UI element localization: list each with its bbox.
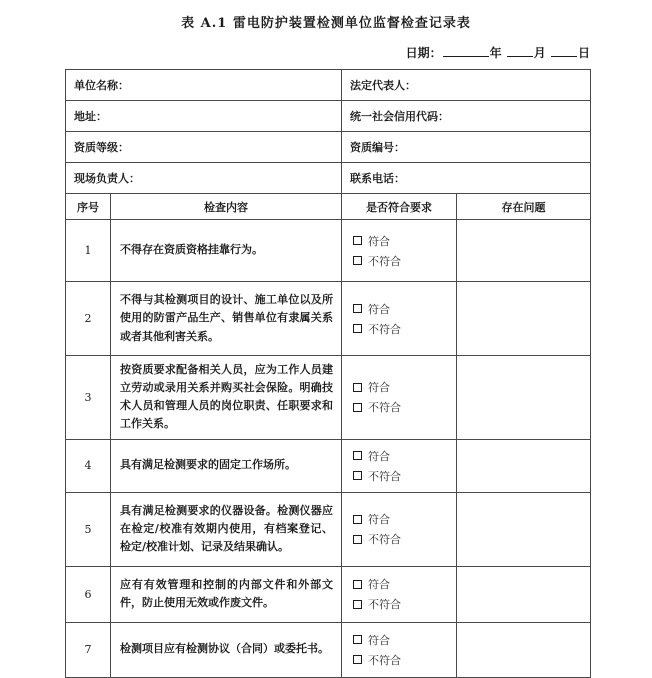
problems-cell bbox=[457, 220, 591, 282]
checkbox-option-nonconform[interactable] bbox=[353, 321, 456, 337]
row-content: 按资质要求配备相关人员，应为工作人员建立劳动或录用关系并购买社会保险。明确技术人员和管理人员的岗位职责、任职要求和工作关系。 bbox=[111, 356, 342, 440]
date-year-blank bbox=[443, 44, 489, 57]
field-legal-representative-label: 法定代表人： bbox=[342, 70, 591, 101]
row-number: 5 bbox=[66, 492, 111, 566]
compliance-cell bbox=[342, 622, 457, 677]
col-header-problems: 存在问题 bbox=[457, 194, 591, 220]
checkbox-label: 不符合 bbox=[368, 653, 401, 667]
row-number: 3 bbox=[66, 356, 111, 440]
checkbox-label: 符合 bbox=[368, 234, 390, 248]
checkbox-label: 符合 bbox=[368, 633, 390, 647]
checkbox-icon[interactable] bbox=[353, 324, 362, 333]
row-content: 不得与其检测项目的设计、施工单位以及所使用的防雷产品生产、销售单位有隶属关系或者其他利害关系。 bbox=[111, 282, 342, 356]
checkbox-icon[interactable] bbox=[353, 451, 362, 460]
info-row bbox=[66, 70, 591, 101]
checkbox-option-conform[interactable] bbox=[353, 301, 456, 317]
table-row bbox=[66, 220, 591, 282]
field-unit-name-label: 单位名称： bbox=[66, 70, 342, 101]
inspection-record-table bbox=[65, 69, 591, 678]
field-qualification-number-label: 资质编号： bbox=[342, 132, 591, 163]
row-number: 6 bbox=[66, 566, 111, 622]
checkbox-option-nonconform[interactable] bbox=[353, 531, 456, 547]
table-row bbox=[66, 282, 591, 356]
info-row bbox=[66, 132, 591, 163]
checkbox-icon[interactable] bbox=[353, 403, 362, 412]
checkbox-option-nonconform[interactable] bbox=[353, 468, 456, 484]
checkbox-label: 不符合 bbox=[368, 254, 401, 268]
info-row bbox=[66, 101, 591, 132]
field-credit-code-label: 统一社会信用代码： bbox=[342, 101, 591, 132]
date-label: 日期： bbox=[405, 46, 442, 60]
row-content: 应有有效管理和控制的内部文件和外部文件，防止使用无效或作废文件。 bbox=[111, 566, 342, 622]
date-day-blank bbox=[551, 44, 577, 57]
problems-cell bbox=[457, 566, 591, 622]
checkbox-icon[interactable] bbox=[353, 304, 362, 313]
table-row bbox=[66, 622, 591, 677]
checkbox-icon[interactable] bbox=[353, 535, 362, 544]
checkbox-label: 不符合 bbox=[368, 322, 401, 336]
problems-cell bbox=[457, 282, 591, 356]
checkbox-option-conform[interactable] bbox=[353, 448, 456, 464]
checkbox-option-nonconform[interactable] bbox=[353, 652, 456, 668]
checkbox-option-conform[interactable] bbox=[353, 632, 456, 648]
checkbox-label: 符合 bbox=[368, 302, 390, 316]
problems-cell bbox=[457, 492, 591, 566]
field-address-label: 地址： bbox=[66, 101, 342, 132]
info-row bbox=[66, 163, 591, 194]
page-title: 表 A.1 雷电防护装置检测单位监督检查记录表 bbox=[181, 16, 471, 31]
field-site-manager-label: 现场负责人： bbox=[66, 163, 342, 194]
checkbox-icon[interactable] bbox=[353, 600, 362, 609]
checkbox-option-conform[interactable] bbox=[353, 511, 456, 527]
checkbox-icon[interactable] bbox=[353, 383, 362, 392]
col-header-compliance: 是否符合要求 bbox=[342, 194, 457, 220]
field-contact-phone-label: 联系电话： bbox=[342, 163, 591, 194]
checkbox-icon[interactable] bbox=[353, 236, 362, 245]
date-day-suffix: 日 bbox=[577, 46, 590, 60]
col-header-content: 检查内容 bbox=[111, 194, 342, 220]
table-header-row bbox=[66, 194, 591, 220]
checkbox-option-conform[interactable] bbox=[353, 233, 456, 249]
checkbox-icon[interactable] bbox=[353, 655, 362, 664]
checkbox-option-nonconform[interactable] bbox=[353, 596, 456, 612]
row-content: 具有满足检测要求的仪器设备。检测仪器应在检定/校准有效期内使用，有档案登记、检定/校准计划、记录及结果确认。 bbox=[111, 492, 342, 566]
table-row bbox=[66, 439, 591, 492]
problems-cell bbox=[457, 439, 591, 492]
checkbox-option-nonconform[interactable] bbox=[353, 253, 456, 269]
row-content: 具有满足检测要求的固定工作场所。 bbox=[111, 439, 342, 492]
checkbox-label: 不符合 bbox=[368, 598, 401, 612]
checkbox-label: 符合 bbox=[368, 578, 390, 592]
compliance-cell bbox=[342, 439, 457, 492]
checkbox-label: 符合 bbox=[368, 513, 390, 527]
checkbox-option-conform[interactable] bbox=[353, 576, 456, 592]
problems-cell bbox=[457, 622, 591, 677]
table-row bbox=[66, 356, 591, 440]
checkbox-label: 符合 bbox=[368, 381, 390, 395]
checkbox-label: 不符合 bbox=[368, 469, 401, 483]
compliance-cell bbox=[342, 220, 457, 282]
checkbox-label: 不符合 bbox=[368, 533, 401, 547]
col-header-number: 序号 bbox=[66, 194, 111, 220]
checkbox-icon[interactable] bbox=[353, 635, 362, 644]
checkbox-icon[interactable] bbox=[353, 471, 362, 480]
date-month-blank bbox=[507, 44, 533, 57]
checkbox-option-nonconform[interactable] bbox=[353, 399, 456, 415]
date-line bbox=[65, 44, 590, 61]
table-row bbox=[66, 492, 591, 566]
checkbox-option-conform[interactable] bbox=[353, 379, 456, 395]
problems-cell bbox=[457, 356, 591, 440]
compliance-cell bbox=[342, 356, 457, 440]
date-year-suffix: 年 bbox=[489, 46, 502, 60]
field-qualification-level-label: 资质等级： bbox=[66, 132, 342, 163]
compliance-cell bbox=[342, 492, 457, 566]
checkbox-icon[interactable] bbox=[353, 580, 362, 589]
row-content: 不得存在资质资格挂靠行为。 bbox=[111, 220, 342, 282]
date-month-suffix: 月 bbox=[533, 46, 546, 60]
table-row bbox=[66, 566, 591, 622]
checkbox-icon[interactable] bbox=[353, 256, 362, 265]
checkbox-label: 符合 bbox=[368, 449, 390, 463]
row-content: 检测项目应有检测协议（合同）或委托书。 bbox=[111, 622, 342, 677]
row-number: 4 bbox=[66, 439, 111, 492]
row-number: 7 bbox=[66, 622, 111, 677]
row-number: 2 bbox=[66, 282, 111, 356]
row-number: 1 bbox=[66, 220, 111, 282]
checkbox-icon[interactable] bbox=[353, 515, 362, 524]
checkbox-label: 不符合 bbox=[368, 401, 401, 415]
compliance-cell bbox=[342, 566, 457, 622]
compliance-cell bbox=[342, 282, 457, 356]
